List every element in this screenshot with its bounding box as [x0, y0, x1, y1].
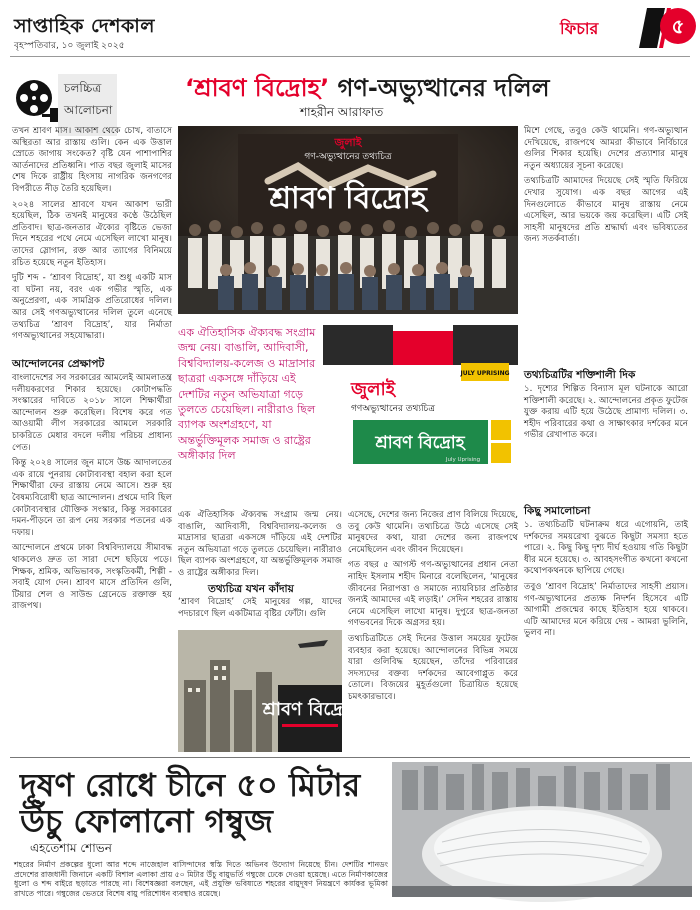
- article-column-3: [524, 126, 688, 364]
- paragraph: মিশে গেছে, তবুও কেউ থামেনি। গণ-অভ্যুত্থান দেখিয়েছে, রাজপথে আমরা কীভাবে নির্বিচারে গুলির শিকার হয়েছি। দেশের প্রত্যাশার মানুষ নতুন অধ্যায়ের সূচনা করেছে।: [524, 126, 688, 171]
- page-number: ৫: [660, 8, 696, 44]
- article-column-2: [178, 510, 342, 582]
- article2-body: শহরের নির্মাণ প্রকল্পের ধুলো আর শব্দে নাজেহাল বাসিন্দাদের স্বস্তি দিতে অভিনব উদ্যোগ নিয়েছে চীন। দেশটির শানডং প্রদেশের রাজধানী জিনানে একটি বিশাল এলাকা প্রায় ৫০ মিটার উঁচু বায়ুভর্তি গম্বুজে ঢেকে দেওয়া হয়েছে। এতে নির্মাণকাজের ধুলো ও শব্দ বাইরে ছড়াতে পারছে না। বিশেষজ্ঞরা বলছেন, এই প্রযুক্তি ভবিষ্যতে শহরের বায়ুদূষণ নিয়ন্ত্রণে কার্যকর ভূমিকা রাখতে পারে। গম্বুজের ভেতরে বিশেষ বায়ু পরিশোধন ব্যবস্থাও রয়েছে।: [14, 860, 388, 898]
- paragraph: তথ্যচিত্রটি আমাদের দিয়েছে সেই স্মৃতি ফিরিয়ে দেখার সুযোগ। এক বছর আগের এই দিনগুলোতে কীভাবে মানুষ রাস্তায় নেমে এসেছিল, আর ভয়কে জয় করেছিল। এটি সেই সাহসী মানুষদের প্রতি শ্রদ্ধার্ঘ্য এবং ভবিষ্যতের জন্য সতর্কবার্তা।: [524, 176, 688, 245]
- article2-byline: এহতেশাম শোভন: [30, 841, 112, 855]
- masthead-rule: [10, 56, 690, 57]
- poster-graphic: [323, 325, 518, 470]
- poster3-title: শ্রাবণ বিদ্রোহ: [262, 699, 358, 720]
- photo1-tagline-2: গণ-অভ্যুত্থানের তথ্যচিত্র: [304, 152, 392, 162]
- article-column-1: [12, 126, 172, 351]
- subheading-strengths: তথ্যচিত্রটির শক্তিশালী দিক: [524, 369, 636, 381]
- city-poster: [178, 630, 358, 752]
- paragraph: তবুও ‘শ্রাবণ বিদ্রোহ’ নির্মাতাদের সাহসী প্রয়াস। গণ-অভ্যুত্থানের প্রত্যক্ষ নিদর্শন হিসেবে এটি আগামী প্রজন্মের কাছে ইতিহাস হয়ে থাকবে। এটি আমাদের মনে করিয়ে দেয় - আমরা ভুলিনি, ভুলব না।: [524, 581, 688, 639]
- article-column-1-continued: [12, 373, 172, 750]
- article2-headline-line-2: উঁচু ফোলানো গম্বুজ: [20, 802, 273, 840]
- stage-photo-graphic: [178, 126, 518, 314]
- city-poster-graphic: [178, 630, 358, 752]
- subheading-documentary: তথ্যচিত্র যখন কাঁদায়: [208, 583, 294, 595]
- paragraph: বাংলাদেশের সব সরকারের আমলেই আমলাতন্ত্র দলীয়করণের শিকার হয়েছে। কোটাপদ্ধতি সংস্কারের দাবিতে ২০১৮ সালে শিক্ষার্থীরা আন্দোলন শুরু করেছিল। বিশেষ করে গত আওয়ামী লীগ সরকারের আমলে সরকারি চাকরিতে মেধার বদলে দলীয় পরিচয় প্রাধান্য পেত।: [12, 373, 172, 453]
- poster2-badge: JULY UPRISING: [460, 370, 510, 377]
- masthead-title: সাপ্তাহিক দেশকাল: [14, 15, 155, 37]
- paragraph: আন্দোলনে প্রথমে ঢাকা বিশ্ববিদ্যালয়ে সীমাবদ্ধ থাকলেও দ্রুত তা সারা দেশে ছড়িয়ে পড়ে। শিক্ষক, শ্রমিক, অভিভাবক, সংস্কৃতিকর্মী, শিল্পী - সবাই যোগ দেন। শ্রাবণ মাসে প্রতিদিন গুলি, টিয়ার শেল ও সাউন্ড গ্রেনেডে রক্তাক্ত হয় রাজপথ।: [12, 543, 172, 612]
- paragraph: তখন শ্রাবণ মাস। আকাশ থেকে চোখ, বাতাসে অস্থিরতা আর রাস্তায় গুলি। কেন এক উত্তাল স্রোতে জাগায় সংকেত? বৃষ্টি যেন পাশাপাশির আর্তনাদের প্রতিধ্বনি। পাত বছর জুলাই মাসের শেষ দিকে রাষ্ট্রীয় হিংসায় নাগরিক জনগণের বিপরীতে নীড় তৈরি হয়েছিল।: [12, 126, 172, 194]
- paragraph: এক ঐতিহাসিক ঐক্যবদ্ধ সংগ্রাম জন্ম নেয়। বাঙালি, আদিবাসী, বিশ্ববিদ্যালয়-কলেজ ও মাদ্রাসার ছাত্ররা একসঙ্গে দাঁড়িয়ে এই দেশটির নতুন অভিযাত্রা গড়ে তুলতে চেয়েছিল। নারীরাও ছিল ব্যাপক অংশগ্রহণে, যা অন্তর্ভুক্তিমূলক সমাজ ও রাষ্ট্রের অঙ্গীকার দিল।: [178, 510, 342, 578]
- article-separator: [10, 757, 690, 758]
- dome-photo-graphic: [392, 762, 692, 897]
- headline-rest: গণ-অভ্যুত্থানের দলিল: [329, 74, 550, 102]
- article-byline: শাহরীন আরাফাত: [300, 105, 384, 119]
- poster2-subtitle: July Uprising: [445, 457, 481, 463]
- paragraph: এসেছে, দেশের জন্য নিজের প্রাণ বিলিয়ে দিয়েছে, তবু কেউ থামেনি। তথ্যচিত্রে উঠে এসেছে সেই মানুষদের কথা, যারা দেশের জন্য রাজপথে নেমেছিলেন এবং জীবন দিয়েছেন।: [348, 510, 518, 555]
- pull-quote: এক ঐতিহাসিক ঐক্যবদ্ধ সংগ্রাম জন্ম নেয়। বাঙালি, আদিবাসী, বিশ্ববিদ্যালয়-কলেজ ও মাদ্রাসার ছাত্ররা একসঙ্গে দাঁড়িয়ে এই দেশটির নতুন অভিযাত্রা গড়ে তুলতে চেয়েছিল। নারীরাও ছিল ব্যাপক অংশগ্রহণে, যা অন্তর্ভুক্তিমূলক সমাজ ও রাষ্ট্রের অঙ্গীকার দিল: [178, 326, 316, 463]
- paragraph: কিন্তু ২০২৪ সালের জুন মাসে উচ্চ আদালতের এক রায়ে পুনরায় কোটাব্যবস্থা বহাল করা হলে শিক্ষার্থীরা ফের রাস্তায় নেমে আসে। শুরু হয় বৈষম্যবিরোধী ছাত্র আন্দোলন। প্রথমে দাবি ছিল কোটাব্যবস্থার যৌক্তিক সংস্কার, কিন্তু সরকারের দমন-পীড়নে তা রূপ নেয় সরকার পতনের এক দফায়।: [12, 458, 172, 538]
- article-column-2b: [348, 510, 518, 752]
- headline-quoted: ‘শ্রাবণ বিদ্রোহ’: [185, 74, 330, 102]
- paragraph: তথ্যচিত্রটিতে সেই দিনের উত্তাল সময়ের ফুটেজ ব্যবহার করা হয়েছে। আন্দোলনের বিভিন্ন সময়ে যারা গুলিবিদ্ধ হয়েছেন, তাঁদের পরিবারের সদস্যদের বক্তব্য দর্শকদের আবেগাপ্লুত করে তোলে। বিজয়ের মুহূর্তগুলো চিত্রায়িত হয়েছে চমৎকারভাবে।: [348, 633, 518, 702]
- article-column-3-critique: [524, 520, 688, 752]
- poster2-tagline-2: গণঅভ্যুত্থানের তথ্যচিত্র: [351, 404, 435, 414]
- paragraph: ‘শ্রাবণ বিদ্রোহ’ সেই মানুষের গল্প, যাদের পদচারণে ছিল একটিমাত্র বৃষ্টির ফোঁটা। গুলি: [178, 597, 342, 619]
- article2-headline-line-1: দূষণ রোধে চীনে ৫০ মিটার: [20, 766, 361, 804]
- paragraph: ১. দৃশ্যের শিল্পিত বিন্যাস মূল ঘটনাকে আরো শক্তিশালী করেছে। ২. আন্দোলনের প্রকৃত ফুটেজ যুক্ত করায় এটি হয়ে উঠেছে প্রামাণ্য দলিল। ৩. শহীদ পরিবারের কথা ও সাক্ষাৎকার দর্শকের মনে গভীর রেখাপাত করে।: [524, 384, 688, 441]
- dome-aerial-photo: [392, 762, 692, 897]
- photo1-title: শ্রাবণ বিদ্রোহ: [269, 181, 427, 216]
- article-column-2-continued: [178, 597, 342, 627]
- documentary-poster: [323, 325, 518, 470]
- paragraph: ২০২৪ সালের শ্রাবণে যখন আকাশ ভারী হয়েছিল, ঠিক তখনই মানুষের কণ্ঠে উঠেছিল প্রতিবাদ। ছাত্র-জনতার ঐক্যের বৃষ্টিতে ভেজা দিনে শহরের পথে নেমে এসেছিল লাখো মানুষ। তাদের স্লোগান, রক্ত আর ত্যাগের বিনিময়ে রচিত হয়েছে নতুন ইতিহাস।: [12, 199, 172, 268]
- event-stage-photo: [178, 126, 518, 314]
- paragraph: গত বছর ৫ আগস্ট গণ-অভ্যুত্থানের প্রধান নেতা নাহিদ ইসলাম শহীদ মিনারে বলেছিলেন, ‘মানুষের জীবনের নিরাপত্তা ও সমাজে ন্যায়বিচার প্রতিষ্ঠার জন্যই আমাদের এই লড়াই।’ সেদিন শহরের রাস্তায় নেমে এসেছিল লাখো মানুষ। দুপুরে ছাত্র-জনতা গণভবনের দিকে অগ্রসর হয়।: [348, 560, 518, 629]
- subheading-background: আন্দোলনের প্রেক্ষাপট: [12, 358, 105, 370]
- article-column-3-strengths: [524, 384, 688, 502]
- category-sublabel: আলোচনা: [64, 103, 113, 117]
- dateline: বৃহস্পতিবার, ১০ জুলাই ২০২৫: [14, 41, 125, 51]
- photo1-tagline: জুলাই: [334, 136, 362, 149]
- section-label: ফিচার: [560, 19, 599, 38]
- poster2-title: শ্রাবণ বিদ্রোহ: [375, 433, 465, 453]
- paragraph: দুটি শব্দ - ‘শ্রাবণ বিদ্রোহ’, যা শুধু একটি মাস বা ঘটনা নয়, বরং এক গভীর স্মৃতি, এক অনুপ্রেরণা, এক সামগ্রিক প্রতিরোধের দলিল। আর সেই গণঅভ্যুত্থানের দলিল তুলে এনেছে তথ্যচিত্র ‘শ্রাবণ বিদ্রোহ’, যার নির্মাতা গণঅভ্যুত্থানের সহযোদ্ধারা।: [12, 273, 172, 342]
- poster2-tagline: জুলাই: [351, 379, 396, 400]
- category-label: চলচ্চিত্র: [64, 81, 102, 95]
- subheading-critique: কিছু সমালোচনা: [524, 505, 591, 517]
- paragraph: ১. তথ্যচিত্রটি ঘটনাক্রম ধরে এগোয়নি, তাই দর্শকদের সময়রেখা বুঝতে কিছুটা সমস্যা হতে পারে। ২. কিছু কিছু দৃশ্য দীর্ঘ হওয়ায় গতি কিছুটা ধীর মনে হয়েছে। ৩. আবহসংগীত কখনো কখনো কথোপকথনকে ছাপিয়ে গেছে।: [524, 520, 688, 577]
